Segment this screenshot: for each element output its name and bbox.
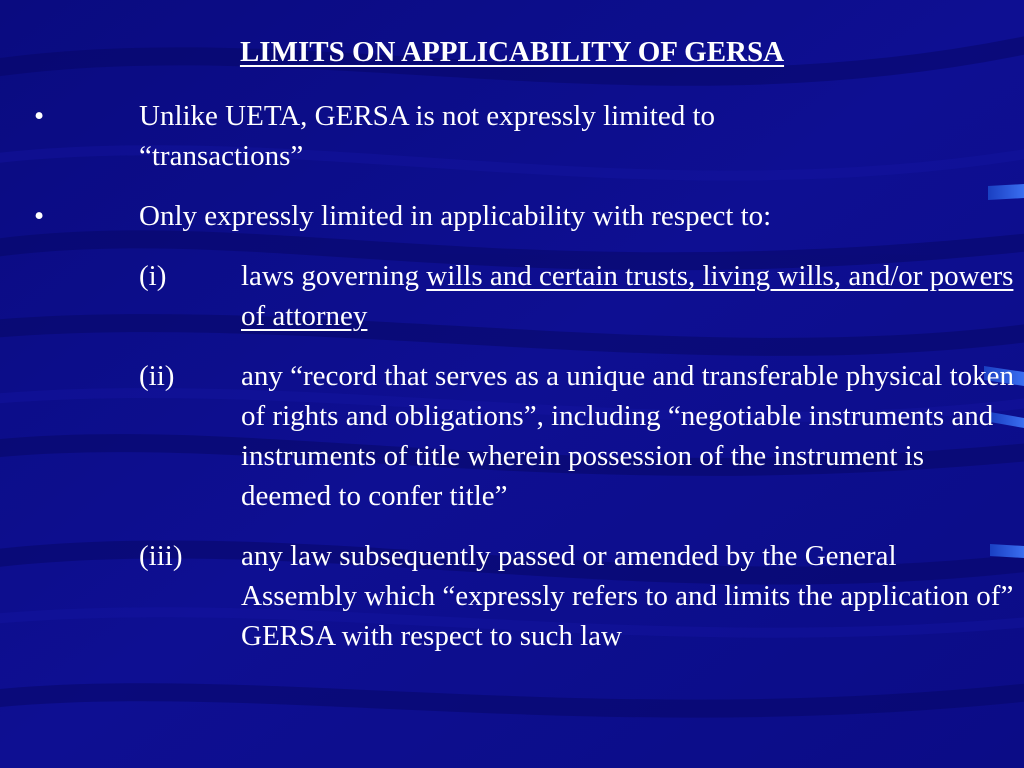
sub-item-number: (i) <box>139 260 167 292</box>
bullet-item <box>0 96 1024 176</box>
sub-item-prefix: laws governing <box>241 260 427 292</box>
underlined-phrase: wills and certain trusts, living wills, and/or powers of attorney <box>241 260 1014 332</box>
sub-item-text <box>241 256 1016 336</box>
bullet-text: Unlike UETA, GERSA is not expressly limited to “transactions” <box>139 100 716 172</box>
sub-item-number: (ii) <box>139 360 175 392</box>
sub-item-text: any law subsequently passed or amended by the General Assembly which “expressly refers to and limits the application of” GERSA with respect to such law <box>241 540 1014 652</box>
sub-item <box>0 356 1024 516</box>
sub-item-number: (iii) <box>139 540 183 572</box>
bullet-icon: • <box>34 100 45 132</box>
slide-title: LIMITS ON APPLICABILITY OF GERSA <box>239 36 785 68</box>
bullet-text: Only expressly limited in applicability with respect to: <box>139 200 772 232</box>
sub-item <box>0 536 1024 656</box>
bullet-item <box>0 196 1024 236</box>
bullet-icon: • <box>34 200 45 232</box>
sub-item-text: any “record that serves as a unique and transferable physical token of rights and obligations”, including “negotiable instruments and instruments of title wherein possession of the instrument is deemed to confer title” <box>241 360 1015 512</box>
slide-body <box>0 96 1024 676</box>
sub-item <box>0 256 1024 336</box>
